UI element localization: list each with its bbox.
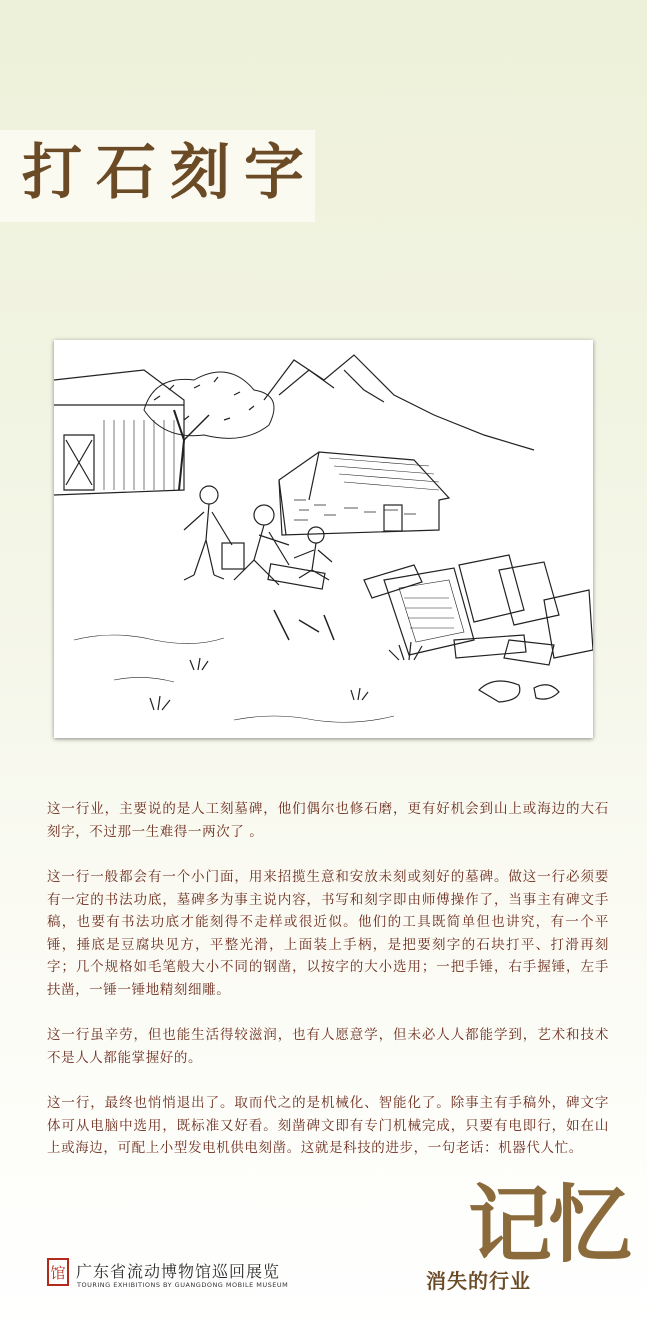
museum-name-english: TOURING EXHIBITIONS BY GUANGDONG MOBILE MUSEUM [77, 1281, 289, 1289]
museum-name: 广东省流动博物馆巡回展览 [76, 1262, 281, 1281]
museum-logo-icon: 馆 [47, 1258, 69, 1286]
stone-carving-illustration [54, 340, 593, 738]
series-logo-mark: 记忆 [468, 1175, 629, 1274]
illustration-drawing [54, 340, 593, 738]
article-body [47, 798, 609, 1183]
paragraph-2: 这一行一般都会有一个小门面，用来招揽生意和安放未刻或刻好的墓碑。做这一行必须要有一定的书法功底，墓碑多为事主说内容，书写和刻字即由师傅操作了，当事主有碑文手稿，也要有书法功底才能刻得不走样或很近似。他们的工具既简单但也讲究，有一个平锤，捶底是豆腐块见方，平整光滑，上面装上手柄，是把要刻字的石块打平、打滑再刻字；几个规格如毛笔般大小不同的钢凿，以按字的大小选用；一把手锤，右手握锤，左手扶凿，一锤一锤地精刻细雕。 [47, 869, 609, 998]
paragraph-1: 这一行业，主要说的是人工刻墓碑，他们偶尔也修石磨，更有好机会到山上或海边的大石刻字，不过那一生难得一两次了 。 [47, 801, 609, 840]
paragraph-4: 这一行，最终也悄悄退出了。取而代之的是机械化、智能化了。除事主有手稿外，碑文字体可从电脑中选用，既标准又好看。刻凿碑文即有专门机械完成，只要有电即行，如在山上或海边，可配上小型发电机供电刻凿。这就是科技的进步，一句老话：机器代人忙。 [47, 1095, 609, 1156]
page-title: 打石刻字 [22, 138, 318, 208]
series-subtitle: 消失的行业 [426, 1269, 531, 1293]
paragraph-3: 这一行虽辛劳，但也能生活得较滋润，也有人愿意学，但未必人人都能学到，艺术和技术不是人人都能掌握好的。 [47, 1027, 609, 1066]
